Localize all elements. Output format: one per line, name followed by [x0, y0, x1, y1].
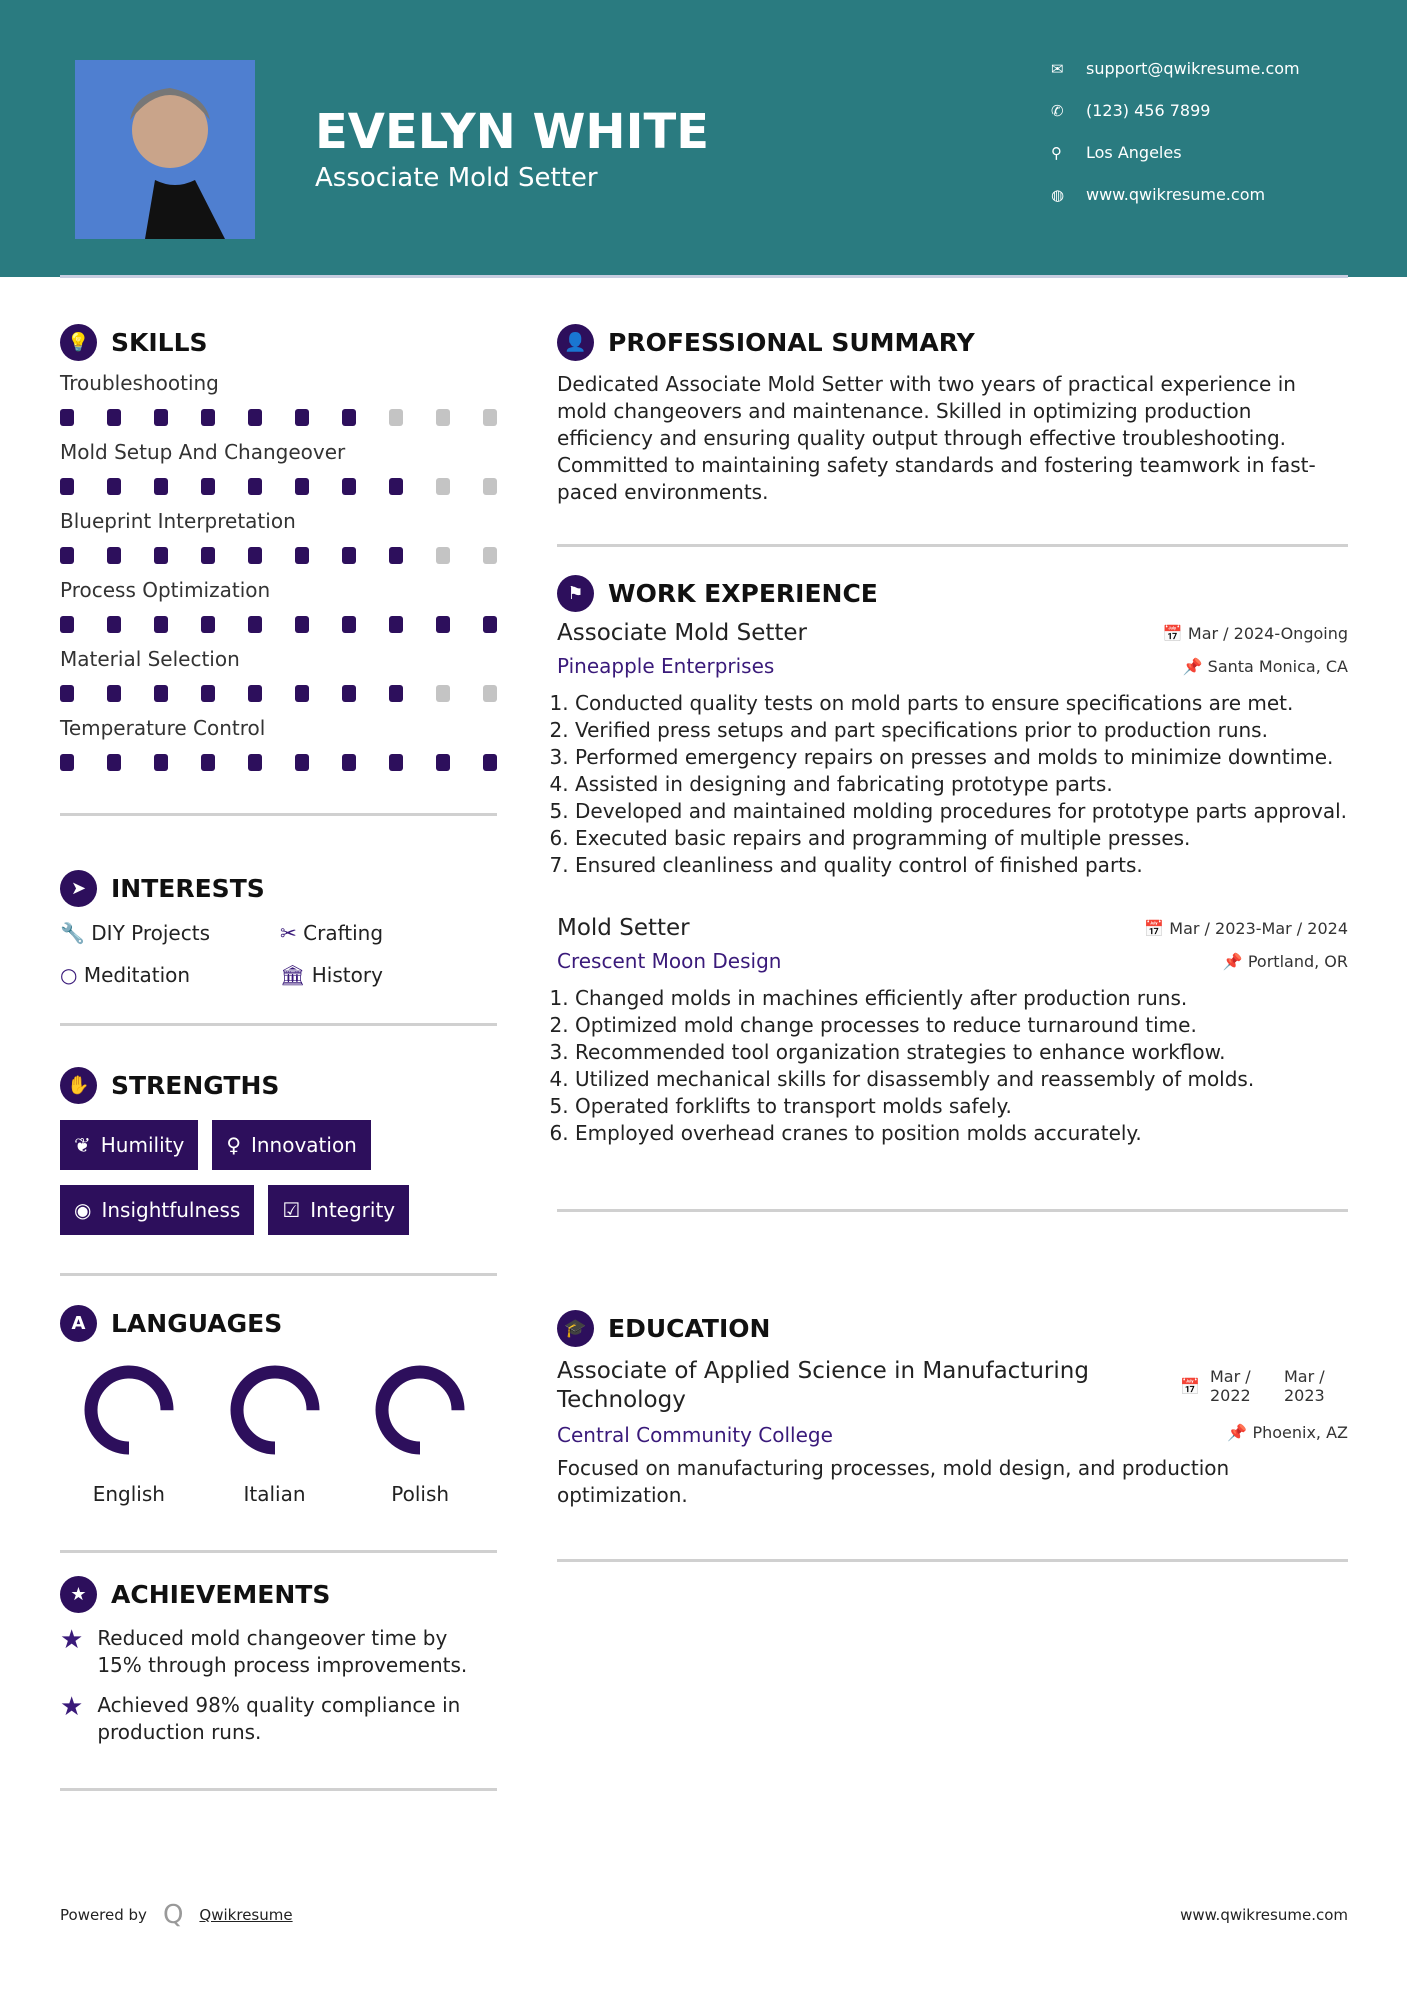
rating-dot: [389, 685, 403, 702]
rating-dot: [436, 478, 450, 495]
job-date: Mar / 2023-Mar / 2024: [1169, 918, 1348, 938]
skill-name: Troubleshooting: [60, 371, 219, 395]
divider: [60, 1788, 497, 1791]
scissors-icon: ✂: [280, 921, 297, 945]
interest-item: ✂ Crafting: [280, 921, 384, 945]
divider: [60, 1023, 497, 1026]
museum-icon: 🏛: [280, 963, 306, 987]
pin-icon: 📌: [1222, 951, 1243, 971]
interest-item: 🔧 DIY Projects: [60, 921, 210, 945]
rating-dot: [342, 754, 356, 771]
rating-dot: [483, 547, 497, 564]
rating-dot: [107, 616, 121, 633]
rating-dot: [154, 409, 168, 426]
contact-location: ⚲ Los Angeles: [1051, 143, 1182, 162]
section-heading: LANGUAGES: [111, 1309, 283, 1338]
rating-dot: [389, 478, 403, 495]
rating-dot: [248, 478, 262, 495]
rating-dot: [154, 616, 168, 633]
language-name: English: [92, 1482, 165, 1506]
chair-icon: ⚑: [557, 575, 594, 612]
rating-dot: [154, 547, 168, 564]
languages-section: [60, 1305, 497, 1553]
rating-dot: [60, 478, 74, 495]
rating-dot: [248, 754, 262, 771]
job-bullet: 3. Recommended tool organization strategies to enhance workflow.: [575, 1039, 1348, 1066]
divider: [60, 813, 497, 816]
divider: [557, 1559, 1348, 1562]
leaf-icon: ❦: [74, 1133, 91, 1157]
calendar-icon: 📅: [1162, 623, 1183, 643]
divider: [60, 275, 1348, 278]
wrench-icon: 🔧: [60, 921, 85, 945]
qwikresume-logo-icon: Q: [162, 1900, 184, 1930]
rating-dot: [436, 547, 450, 564]
job-bullets: [557, 690, 1348, 879]
rating-dot: [295, 478, 309, 495]
rating-dot: [107, 547, 121, 564]
rating-dot: [389, 754, 403, 771]
rating-dot: [483, 478, 497, 495]
profile-photo: [75, 60, 255, 239]
rating-dot: [342, 616, 356, 633]
rating-dot: [436, 409, 450, 426]
strength-badge: ☑ Integrity: [268, 1185, 409, 1235]
strength-badge: ♀ Innovation: [212, 1120, 371, 1170]
section-heading: EDUCATION: [608, 1314, 771, 1343]
rating-dot: [342, 409, 356, 426]
job-bullet: 2. Optimized mold change processes to reduce turnaround time.: [575, 1012, 1348, 1039]
circle-icon: ○: [60, 963, 78, 987]
rating-dot: [60, 685, 74, 702]
language-gauge: [370, 1360, 470, 1460]
rating-dot: [201, 409, 215, 426]
eye-icon: ◉: [74, 1198, 92, 1222]
achievement-item: ★ Reduced mold changeover time by 15% through process improvements.: [60, 1625, 468, 1677]
job-role: Mold Setter: [557, 915, 690, 941]
rating-dot: [389, 409, 403, 426]
envelope-icon: ✉: [1051, 59, 1064, 78]
skill-name: Mold Setup And Changeover: [60, 440, 346, 464]
rating-dot: [295, 547, 309, 564]
job-bullet: 3. Performed emergency repairs on presses and molds to minimize downtime.: [575, 744, 1348, 771]
user-icon: 👤: [557, 324, 594, 361]
education-section: [557, 1310, 1348, 1562]
language-item: [351, 1360, 497, 1506]
rating-dot: [201, 754, 215, 771]
rating-dot: [483, 685, 497, 702]
job-bullet: 4. Utilized mechanical skills for disassembly and reassembly of molds.: [575, 1066, 1348, 1093]
brand-link[interactable]: Qwikresume: [199, 1906, 293, 1924]
divider: [60, 1550, 497, 1553]
interests-section: [60, 870, 497, 1026]
rating-dot: [107, 409, 121, 426]
job-bullet: 4. Assisted in designing and fabricating prototype parts.: [575, 771, 1348, 798]
job-location: Santa Monica, CA: [1207, 656, 1348, 676]
skill-name: Temperature Control: [60, 716, 266, 740]
job-bullets: [557, 985, 1348, 1147]
rating-dot: [154, 754, 168, 771]
job-bullet: 5. Developed and maintained molding procedures for prototype parts approval.: [575, 798, 1348, 825]
rating-dot: [248, 409, 262, 426]
achievements-section: [60, 1576, 497, 1791]
globe-icon: ◍: [1051, 185, 1065, 204]
rating-dot: [342, 478, 356, 495]
rating-dot: [295, 409, 309, 426]
star-icon: ★: [60, 1625, 84, 1655]
section-heading: PROFESSIONAL SUMMARY: [608, 328, 975, 357]
hand-icon: ✋: [60, 1067, 97, 1104]
job-bullet: 5. Operated forklifts to transport molds safely.: [575, 1093, 1348, 1120]
skill-rating: [60, 616, 497, 633]
contact-email[interactable]: ✉ support@qwikresume.com: [1051, 59, 1300, 78]
check-square-icon: ☑: [282, 1198, 301, 1222]
contact-website[interactable]: ◍ www.qwikresume.com: [1051, 185, 1266, 204]
job-bullet: 2. Verified press setups and part specifications prior to production runs.: [575, 717, 1348, 744]
rating-dot: [60, 409, 74, 426]
skill-rating: [60, 409, 497, 426]
section-heading: SKILLS: [111, 328, 208, 357]
rating-dot: [201, 685, 215, 702]
job-bullet: 6. Executed basic repairs and programming of multiple presses.: [575, 825, 1348, 852]
contact-phone: ✆ (123) 456 7899: [1051, 101, 1211, 120]
rating-dot: [107, 478, 121, 495]
job-bullet: 7. Ensured cleanliness and quality control of finished parts.: [575, 852, 1348, 879]
divider: [557, 1209, 1348, 1212]
school-name: Central Community College: [557, 1423, 833, 1447]
rating-dot: [389, 616, 403, 633]
rating-dot: [389, 547, 403, 564]
section-heading: INTERESTS: [111, 874, 265, 903]
rating-dot: [295, 685, 309, 702]
skill-rating: [60, 547, 497, 564]
job-entry: [557, 915, 1348, 1147]
language-gauge: [225, 1360, 325, 1460]
education-description: Focused on manufacturing processes, mold design, and production optimization.: [557, 1456, 1230, 1507]
skill-rating: [60, 685, 497, 702]
rating-dot: [483, 754, 497, 771]
strength-badge: ❦ Humility: [60, 1120, 198, 1170]
degree: Associate of Applied Science in Manufacturing Technology: [557, 1358, 1089, 1413]
calendar-icon: 📅: [1144, 918, 1165, 938]
achievement-item: ★ Achieved 98% quality compliance in production runs.: [60, 1692, 461, 1744]
lightbulb-icon: ♀: [226, 1133, 241, 1157]
education-location: 📌 Phoenix, AZ: [1227, 1423, 1348, 1442]
candidate-title: Associate Mold Setter: [315, 163, 598, 193]
paper-plane-icon: ➤: [60, 870, 97, 907]
rating-dot: [201, 478, 215, 495]
rating-dot: [342, 547, 356, 564]
phone-icon: ✆: [1051, 101, 1064, 120]
job-role: Associate Mold Setter: [557, 620, 807, 646]
company-name: Crescent Moon Design: [557, 949, 782, 973]
calendar-icon: 📅: [1180, 1376, 1200, 1396]
rating-dot: [201, 547, 215, 564]
rating-dot: [436, 754, 450, 771]
skill-name: Process Optimization: [60, 578, 271, 602]
rating-dot: [201, 616, 215, 633]
graduate-icon: 🎓: [557, 1310, 594, 1347]
section-heading: ACHIEVEMENTS: [111, 1580, 331, 1609]
footer-powered: Powered by Q Qwikresume: [60, 1900, 293, 1930]
rating-dot: [107, 685, 121, 702]
rating-dot: [248, 685, 262, 702]
company-name: Pineapple Enterprises: [557, 654, 775, 678]
rating-dot: [60, 616, 74, 633]
language-icon: A: [60, 1305, 97, 1342]
rating-dot: [60, 754, 74, 771]
interest-item: 🏛 History: [280, 963, 383, 987]
skills-section: [60, 324, 497, 816]
rating-dot: [154, 685, 168, 702]
divider: [557, 544, 1348, 547]
rating-dot: [483, 409, 497, 426]
rating-dot: [483, 616, 497, 633]
candidate-name: EVELYN WHITE: [315, 104, 709, 160]
rating-dot: [295, 754, 309, 771]
language-name: Polish: [391, 1482, 450, 1506]
rating-dot: [436, 616, 450, 633]
strength-badge: ◉ Insightfulness: [60, 1185, 254, 1235]
rating-dot: [60, 547, 74, 564]
section-heading: STRENGTHS: [111, 1071, 280, 1100]
rating-dot: [295, 616, 309, 633]
strengths-section: [60, 1067, 497, 1276]
language-item: [60, 1360, 206, 1506]
job-bullet: 1. Conducted quality tests on mold parts to ensure specifications are met.: [575, 690, 1348, 717]
rating-dot: [248, 616, 262, 633]
rating-dot: [342, 685, 356, 702]
pin-icon: 📌: [1182, 656, 1203, 676]
footer-website[interactable]: www.qwikresume.com: [1180, 1906, 1348, 1924]
job-bullet: 1. Changed molds in machines efficiently after production runs.: [575, 985, 1348, 1012]
pin-icon: 📌: [1227, 1423, 1248, 1442]
skill-rating: [60, 478, 497, 495]
job-location: Portland, OR: [1247, 951, 1348, 971]
job-date: Mar / 2024-Ongoing: [1187, 623, 1348, 643]
skill-name: Blueprint Interpretation: [60, 509, 296, 533]
rating-dot: [154, 478, 168, 495]
star-icon: ★: [60, 1576, 97, 1613]
interest-item: ○ Meditation: [60, 963, 191, 987]
language-gauge: [79, 1360, 179, 1460]
star-icon: ★: [60, 1692, 84, 1722]
rating-dot: [248, 547, 262, 564]
language-name: Italian: [243, 1482, 306, 1506]
map-pin-icon: ⚲: [1051, 143, 1062, 162]
job-bullet: 6. Employed overhead cranes to position molds accurately.: [575, 1120, 1348, 1147]
section-heading: WORK EXPERIENCE: [608, 579, 878, 608]
rating-dot: [107, 754, 121, 771]
skill-rating: [60, 754, 497, 771]
language-item: [206, 1360, 352, 1506]
rating-dot: [436, 685, 450, 702]
job-entry: [557, 620, 1348, 879]
skill-name: Material Selection: [60, 647, 240, 671]
summary-text: Dedicated Associate Mold Setter with two years of practical experience in mold changeovers and maintenance. Skilled in optimizing production efficiency and ensuring quality output through effective troubleshooting. Committed to maintaining safety standards and fostering teamwork in fast-paced environments.: [557, 372, 1316, 504]
summary-section: [557, 324, 1348, 547]
experience-section: [557, 575, 1348, 1212]
divider: [60, 1273, 497, 1276]
lightbulb-icon: 💡: [60, 324, 97, 361]
education-dates: 📅 Mar / 2022 Mar / 2023: [1180, 1367, 1325, 1405]
